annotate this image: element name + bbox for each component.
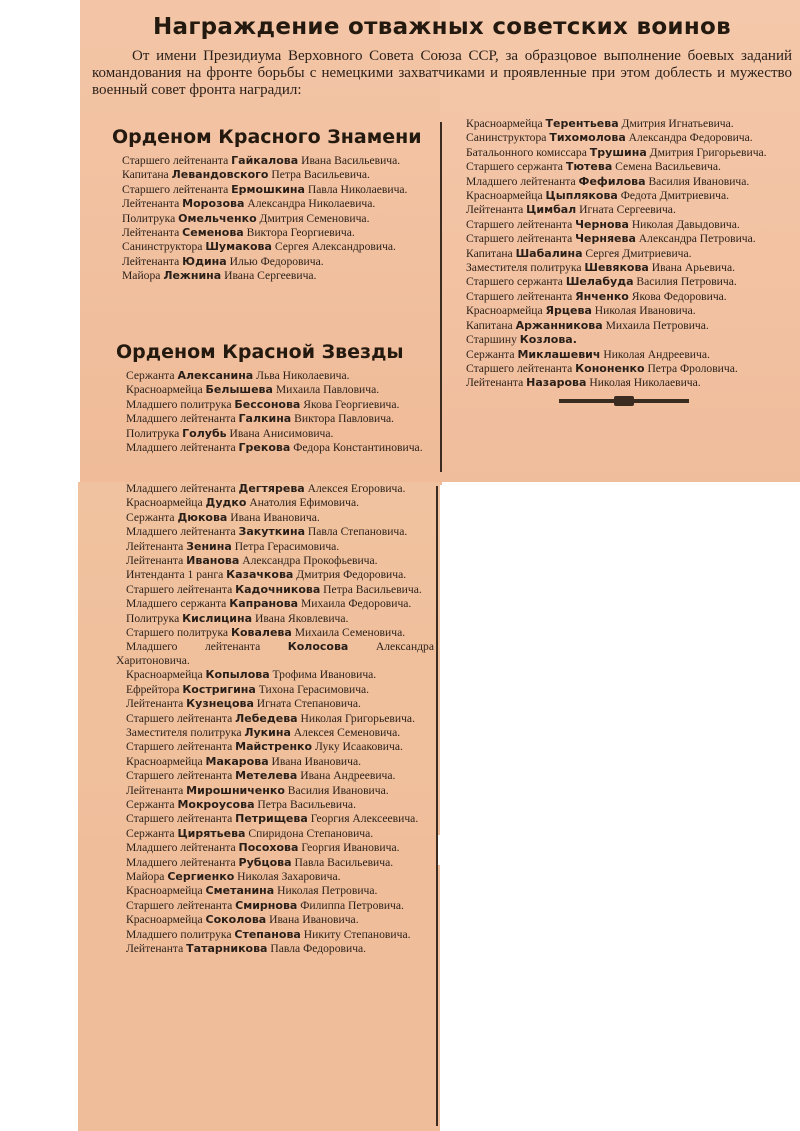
section-red-star: [116, 341, 434, 455]
award-entry: [116, 583, 434, 597]
award-entry: [116, 726, 434, 740]
entry-rank: Лейтенанта: [126, 554, 184, 568]
award-entry: [116, 496, 434, 510]
entry-rank: Старшего лейтенанта: [122, 182, 229, 196]
entry-rank: Младшего лейтенанта: [126, 482, 236, 495]
award-entry: [116, 856, 434, 870]
entry-given-names: Дмитрия Григорьевича.: [649, 145, 767, 159]
entry-rank: Лейтенанта: [122, 254, 180, 268]
entry-surname: Лукина: [244, 725, 291, 739]
page-title: Награждение отважных советских воинов: [152, 14, 731, 40]
award-entry: [116, 412, 434, 426]
award-entry: [116, 398, 434, 412]
entry-surname: Аржанникова: [515, 318, 603, 332]
entry-given-names: Алексея Семеновича.: [293, 725, 401, 739]
entry-given-names: Виктора Георгиевича.: [246, 226, 355, 240]
column-divider-lower: [436, 486, 438, 1126]
entry-surname: Сергиенко: [167, 869, 235, 883]
entry-given-names: Александра Николаевича.: [247, 197, 376, 211]
entry-surname: Посохова: [238, 841, 299, 855]
award-entry: [116, 568, 434, 582]
entry-given-names: Георгия Алексеевича.: [310, 812, 419, 826]
entry-rank: Батальонного комиссара: [466, 145, 587, 159]
entry-rank: Младшего лейтенанта: [126, 412, 236, 426]
section-heading: Орденом Красной Звезды: [116, 341, 404, 363]
entry-surname: Козлова.: [519, 333, 577, 347]
entry-list: [116, 482, 434, 956]
entry-given-names: Николая Ивановича.: [594, 304, 696, 318]
award-entry: [116, 942, 434, 956]
entry-rank: Политрука: [122, 211, 176, 225]
entry-rank: Лейтенанта: [126, 539, 184, 553]
entry-surname: Терентьева: [545, 117, 619, 130]
entry-surname: Морозова: [182, 197, 245, 211]
entry-rank: Старшего лейтенанта: [466, 361, 573, 375]
entry-surname: Мирошниченко: [186, 783, 285, 797]
entry-rank: Старшего лейтенанта: [126, 582, 233, 596]
award-entry: [112, 197, 434, 211]
entry-given-names: Александра Петровича.: [638, 232, 756, 246]
entry-rank: Старшего лейтенанта: [466, 289, 573, 303]
entry-rank: Лейтенанта: [466, 376, 524, 390]
award-entry: [116, 740, 434, 754]
entry-surname: Голубь: [182, 426, 227, 440]
entry-rank: Лейтенанта: [126, 697, 184, 711]
entry-rank: Капитана: [466, 246, 513, 260]
award-entry: [456, 376, 792, 390]
entry-surname: Тихомолова: [549, 131, 626, 145]
entry-surname: Зенина: [186, 539, 232, 553]
entry-rank: Капитана: [122, 168, 169, 182]
entry-surname: Черняева: [575, 232, 636, 246]
entry-rank: Красноармейца: [126, 668, 203, 682]
entry-given-names: Виктора Павловича.: [294, 412, 395, 426]
award-entry: [116, 812, 434, 826]
entry-given-names: Николая Петровича.: [277, 884, 378, 898]
entry-surname: Омельченко: [178, 211, 257, 225]
entry-given-names: Анатолия Ефимовича.: [249, 496, 360, 510]
entry-surname: Мокроусова: [177, 797, 255, 811]
entry-given-names: Петра Васильевича.: [323, 582, 422, 596]
entry-rank: Майора: [126, 869, 165, 883]
entry-surname: Кононенко: [575, 361, 645, 375]
entry-surname: Белышева: [205, 383, 273, 397]
award-entry: [116, 755, 434, 769]
entry-surname: Шевякова: [584, 261, 649, 275]
award-entry: [456, 362, 792, 376]
award-entry: [116, 597, 434, 611]
entry-given-names: Василия Ивановича.: [648, 174, 750, 188]
entry-given-names: Якова Георгиевича.: [303, 397, 400, 411]
entry-given-names: Петра Фроловича.: [647, 361, 738, 375]
entry-given-names: Георгия Ивановича.: [301, 841, 400, 855]
entry-rank: Красноармейца: [466, 304, 543, 318]
entry-rank: Сержанта: [126, 510, 175, 524]
award-entry: [456, 203, 792, 217]
entry-rank: Старшего лейтенанта: [126, 740, 233, 754]
entry-given-names: Павла Николаевича.: [307, 182, 408, 196]
entry-surname: Дюкова: [177, 510, 228, 524]
entry-rank: Старшего лейтенанта: [122, 154, 229, 167]
entry-given-names: Николая Николаевича.: [589, 376, 701, 390]
award-entry: [456, 261, 792, 275]
section-red-banner: [112, 126, 434, 284]
entry-surname: Копылова: [205, 668, 270, 682]
entry-given-names: Трофима Ивановича.: [272, 668, 377, 682]
entry-given-names: Александра Харитоновича.: [116, 640, 434, 667]
entry-surname: Казачкова: [226, 568, 294, 582]
entry-surname: Кислицина: [182, 611, 253, 625]
entry-surname: Бессонова: [234, 397, 301, 411]
entry-given-names: Александра Прокофьевича.: [242, 554, 378, 568]
entry-surname: Ярцева: [545, 304, 592, 318]
award-entry: [112, 183, 434, 197]
entry-surname: Галкина: [238, 412, 292, 426]
entry-rank: Интенданта 1 ранга: [126, 568, 224, 582]
entry-rank: Заместителя политрука: [466, 261, 582, 275]
award-entry: [116, 913, 434, 927]
entry-given-names: Николая Андреевича.: [603, 347, 710, 361]
entry-rank: Санинструктора: [466, 131, 547, 145]
entry-given-names: Ивана Андреевича.: [300, 769, 396, 783]
entry-given-names: Сергея Дмитриевича.: [585, 246, 692, 260]
award-entry: [456, 290, 792, 304]
award-entry: [456, 319, 792, 333]
entry-surname: Степанова: [234, 927, 301, 941]
entry-given-names: Николая Григорьевича.: [300, 711, 415, 725]
entry-surname: Фефилова: [578, 174, 646, 188]
entry-list: [116, 369, 434, 455]
entry-given-names: Луку Исааковича.: [314, 740, 403, 754]
entry-rank: Младшего политрука: [126, 397, 232, 411]
award-entry: [456, 247, 792, 261]
entry-rank: Красноармейца: [126, 884, 203, 898]
entry-rank: Заместителя политрука: [126, 725, 242, 739]
entry-given-names: Михаила Федоровича.: [301, 597, 412, 611]
award-entry: [116, 540, 434, 554]
section-red-star-continued: [116, 482, 434, 956]
award-entry: [116, 427, 434, 441]
award-entry: [112, 269, 434, 283]
entry-surname: Закуткина: [238, 525, 305, 539]
award-entry: [456, 146, 792, 160]
award-entry: [116, 612, 434, 626]
entry-surname: Петрищева: [235, 812, 308, 826]
entry-surname: Шабалина: [515, 246, 583, 260]
award-entry: [112, 240, 434, 254]
entry-given-names: Алексея Егоровича.: [307, 482, 406, 495]
entry-rank: Красноармейца: [466, 189, 543, 203]
award-entry: [116, 383, 434, 397]
entry-surname: Дудко: [205, 496, 247, 510]
entry-given-names: Ивана Арьевича.: [651, 261, 736, 275]
column-divider: [440, 122, 442, 472]
entry-list: [112, 154, 434, 284]
entry-given-names: Спиридона Степановича.: [248, 826, 374, 840]
award-entry: [116, 769, 434, 783]
award-entry: [116, 827, 434, 841]
award-entry: [116, 697, 434, 711]
entry-given-names: Петра Васильевича.: [271, 168, 370, 182]
entry-surname: Сметанина: [205, 884, 275, 898]
entry-surname: Костригина: [182, 682, 256, 696]
entry-surname: Юдина: [182, 254, 227, 268]
entry-rank: Младшего лейтенанта: [126, 525, 236, 539]
entry-surname: Чернова: [575, 217, 629, 231]
award-entry: [456, 348, 792, 362]
right-column: [456, 117, 792, 403]
entry-rank: Политрука: [126, 426, 180, 440]
award-entry: [116, 841, 434, 855]
entry-rank: Красноармейца: [126, 496, 203, 510]
entry-rank: Красноармейца: [126, 383, 203, 397]
entry-rank: Младшего политрука: [126, 927, 232, 941]
entry-rank: Старшего лейтенанта: [466, 232, 573, 246]
entry-surname: Тютева: [565, 160, 613, 174]
award-entry: [112, 255, 434, 269]
award-entry: [456, 275, 792, 289]
entry-given-names: Федора Константиновича.: [293, 441, 423, 455]
award-entry: [116, 441, 434, 455]
entry-surname: Татарникова: [186, 942, 268, 955]
award-entry: [116, 554, 434, 568]
entry-rank: Старшего лейтенанта: [126, 769, 233, 783]
award-entry: [112, 154, 434, 168]
entry-given-names: Ивана Яковлевича.: [254, 611, 349, 625]
award-entry: [116, 712, 434, 726]
entry-given-names: Филиппа Петровича.: [300, 898, 404, 912]
entry-rank: Сержанта: [126, 826, 175, 840]
entry-list: [456, 117, 792, 391]
entry-given-names: Дмитрия Семеновича.: [259, 211, 370, 225]
entry-given-names: Никиту Степановича.: [303, 927, 411, 941]
entry-surname: Макарова: [205, 754, 269, 768]
entry-rank: Сержанта: [126, 369, 175, 382]
entry-surname: Шелабуда: [565, 275, 634, 289]
entry-given-names: Ивана Ивановича.: [269, 913, 359, 927]
entry-surname: Грекова: [238, 441, 291, 455]
entry-given-names: Льва Николаевича.: [256, 369, 350, 382]
entry-surname: Соколова: [205, 913, 267, 927]
end-ornament: [559, 399, 689, 403]
entry-given-names: Игната Сергеевича.: [579, 203, 676, 217]
entry-surname: Кадочникова: [235, 582, 321, 596]
entry-given-names: Тихона Герасимовича.: [258, 682, 370, 696]
entry-rank: Младшего лейтенанта: [466, 174, 576, 188]
award-entry: [456, 333, 792, 347]
entry-surname: Семенова: [182, 226, 244, 240]
award-entry: [116, 870, 434, 884]
award-entry: [456, 232, 792, 246]
entry-given-names: Михаила Павловича.: [275, 383, 380, 397]
entry-rank: Политрука: [126, 611, 180, 625]
entry-given-names: Михаила Семеновича.: [294, 626, 406, 640]
entry-rank: Красноармейца: [126, 754, 203, 768]
award-entry: [116, 928, 434, 942]
entry-surname: Капранова: [229, 597, 299, 611]
entry-surname: Ковалева: [230, 626, 292, 640]
entry-surname: Назарова: [526, 376, 587, 390]
entry-surname: Лебедева: [235, 711, 298, 725]
entry-rank: Младшего сержанта: [126, 597, 227, 611]
entry-surname: Гайкалова: [231, 154, 299, 167]
award-entry: [116, 482, 434, 496]
entry-rank: Младшего лейтенанта: [126, 841, 236, 855]
entry-given-names: Василия Ивановича.: [287, 783, 389, 797]
section-heading: Орденом Красного Знамени: [112, 126, 422, 148]
award-entry: [456, 131, 792, 145]
entry-surname: Цирятьева: [177, 826, 246, 840]
award-entry: [116, 525, 434, 539]
entry-surname: Кузнецова: [186, 697, 254, 711]
entry-given-names: Семена Васильевича.: [615, 160, 721, 174]
award-entry: [456, 189, 792, 203]
entry-given-names: Илью Федоровича.: [229, 254, 324, 268]
entry-given-names: Ивана Анисимовича.: [229, 426, 334, 440]
entry-surname: Смирнова: [235, 898, 298, 912]
award-entry: [116, 884, 434, 898]
award-entry: [116, 798, 434, 812]
award-entry: [456, 304, 792, 318]
entry-surname: Левандовского: [171, 168, 269, 182]
award-entry: [116, 626, 434, 640]
entry-rank: Старшину: [466, 333, 517, 347]
entry-given-names: Александра Федоровича.: [628, 131, 753, 145]
entry-given-names: Николая Захаровича.: [237, 869, 341, 883]
entry-given-names: Николая Давыдовича.: [631, 217, 740, 231]
entry-given-names: Петра Васильевича.: [257, 797, 356, 811]
award-entry: [456, 160, 792, 174]
award-entry: [116, 899, 434, 913]
entry-given-names: Михаила Петровича.: [605, 318, 709, 332]
award-entry: [112, 212, 434, 226]
entry-rank: Лейтенанта: [122, 197, 180, 211]
entry-given-names: Ивана Ивановича.: [271, 754, 362, 768]
entry-surname: Майстренко: [235, 740, 313, 754]
entry-surname: Янченко: [575, 289, 629, 303]
award-entry: [456, 175, 792, 189]
entry-rank: Сержанта: [126, 797, 175, 811]
award-entry: [456, 117, 792, 131]
entry-rank: Старшего лейтенанта: [126, 812, 233, 826]
award-entry: [116, 511, 434, 525]
entry-rank: Красноармейца: [466, 117, 543, 130]
award-entry: [116, 640, 434, 668]
award-entry: [116, 784, 434, 798]
entry-rank: Лейтенанта: [126, 942, 184, 955]
entry-surname: Дегтярева: [238, 482, 305, 495]
entry-surname: Цимбал: [526, 203, 577, 217]
entry-given-names: Ивана Сергеевича.: [224, 269, 317, 283]
entry-rank: Старшего лейтенанта: [466, 217, 573, 231]
award-entry: [116, 668, 434, 682]
entry-surname: Метелева: [235, 769, 298, 783]
award-entry: [116, 683, 434, 697]
award-entry: [112, 168, 434, 182]
entry-rank: Старшего сержанта: [466, 275, 563, 289]
entry-given-names: Якова Федоровича.: [631, 289, 727, 303]
entry-rank: Старшего политрука: [126, 626, 229, 640]
entry-given-names: Дмитрия Федоровича.: [296, 568, 407, 582]
entry-surname: Лежнина: [163, 269, 222, 283]
entry-given-names: Павла Васильевича.: [294, 855, 394, 869]
entry-rank: Лейтенанта: [122, 226, 180, 240]
entry-given-names: Ивана Ивановича.: [230, 510, 320, 524]
entry-rank: Сержанта: [466, 347, 515, 361]
entry-given-names: Павла Степановича.: [307, 525, 408, 539]
entry-given-names: Сергея Александровича.: [274, 240, 396, 254]
entry-rank: Младшего лейтенанта: [126, 441, 236, 455]
entry-given-names: Петра Герасимовича.: [234, 539, 340, 553]
entry-rank: Лейтенанта: [466, 203, 524, 217]
entry-given-names: Игната Степановича.: [256, 697, 361, 711]
entry-surname: Миклашевич: [517, 347, 601, 361]
entry-surname: Цыплякова: [545, 189, 618, 203]
entry-surname: Шумакова: [205, 240, 272, 254]
entry-surname: Ермошкина: [231, 182, 305, 196]
entry-surname: Колосова: [287, 640, 349, 654]
entry-given-names: Дмитрия Игнатьевича.: [621, 117, 734, 130]
entry-rank: Старшего сержанта: [466, 160, 563, 174]
entry-surname: Алексанина: [177, 369, 254, 382]
entry-surname: Рубцова: [238, 855, 292, 869]
entry-rank: Ефрейтора: [126, 682, 180, 696]
entry-given-names: Федота Дмитриевича.: [620, 189, 730, 203]
entry-rank: Младшего лейтенанта: [126, 855, 236, 869]
entry-rank: Старшего лейтенанта: [126, 898, 233, 912]
entry-rank: Лейтенанта: [126, 783, 184, 797]
entry-given-names: Ивана Васильевича.: [301, 154, 401, 167]
entry-surname: Трушина: [589, 145, 647, 159]
entry-rank: Майора: [122, 269, 161, 283]
entry-surname: Иванова: [186, 554, 240, 568]
entry-given-names: Павла Федоровича.: [270, 942, 367, 955]
entry-rank: Санинструктора: [122, 240, 203, 254]
award-entry: [456, 218, 792, 232]
intro-paragraph: От имени Президиума Верховного Совета Союза ССР, за образцовое выполнение боевых заданий командования на фронте борьбы с немецкими захватчиками и проявленные при этом доблесть и мужество военный совет фронта наградил:: [92, 48, 792, 98]
award-entry: [116, 369, 434, 383]
entry-rank: Старшего лейтенанта: [126, 711, 233, 725]
entry-rank: Капитана: [466, 318, 513, 332]
entry-given-names: Василия Петровича.: [636, 275, 737, 289]
entry-rank: Младшего лейтенанта: [126, 640, 261, 654]
entry-rank: Красноармейца: [126, 913, 203, 927]
award-entry: [112, 226, 434, 240]
